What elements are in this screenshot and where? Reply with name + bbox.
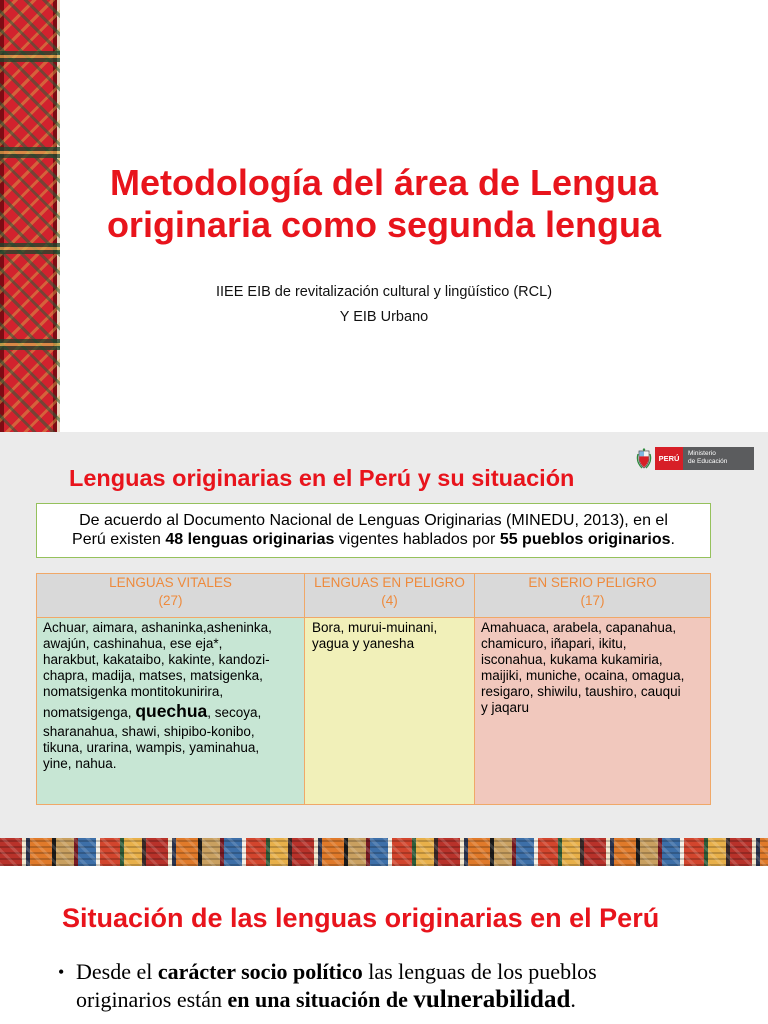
serio-peligro-line: isconahua, kukama kukamiria,: [481, 652, 663, 667]
header-label: LENGUAS EN PELIGRO: [314, 575, 465, 590]
vitales-line: harakbut, kakataibo, kakinte, kandozi-: [43, 652, 270, 667]
vulnerability-emphasis: vulnerabilidad: [413, 986, 571, 1013]
peru-coat-of-arms-icon: [636, 448, 652, 470]
intro-text: vigentes hablados por: [334, 531, 500, 548]
header-vitales: [37, 574, 305, 618]
serio-peligro-line: resigaro, shiwilu, taushiro, cauqui: [481, 684, 681, 699]
vitales-line: chapra, madija, matses, matsigenka,: [43, 668, 263, 683]
intro-line-2: [37, 530, 710, 549]
intro-text: Perú existen: [72, 531, 166, 548]
languages-table: [36, 573, 711, 805]
bullet-icon: •: [58, 962, 65, 982]
serio-peligro-line: chamicuro, iñapari, ikitu,: [481, 636, 627, 651]
serio-peligro-line: Amahuaca, arabela, capanahua,: [481, 620, 677, 635]
logo-ministry-line-2: de Educación: [688, 458, 728, 465]
bullet-text-segment: Desde el: [76, 959, 158, 984]
header-count: (17): [580, 593, 605, 608]
sociopolitical-situation-slide: [0, 866, 768, 1024]
serio-peligro-line: y jaqaru: [481, 700, 530, 715]
minedu-logo: [636, 447, 754, 470]
logo-country-label: PERÚ: [655, 447, 683, 470]
presentation-title: [0, 162, 768, 246]
vitales-line-highlight: [43, 700, 298, 724]
bullet-bold-segment: carácter socio político: [157, 959, 363, 984]
title-line-1: Metodología del área de Lengua: [109, 162, 659, 203]
cell-en-peligro: [305, 618, 475, 805]
bullet-text-segment: originarios están: [76, 987, 228, 1012]
vitales-line: yine, nahua.: [43, 756, 117, 771]
intro-line-1: De acuerdo al Documento Nacional de Lenguas Originarias (MINEDU, 2013), en el: [79, 512, 668, 529]
en-peligro-line: yagua y yanesha: [312, 636, 415, 651]
vitales-line: nomatsigenka montitokunirira,: [43, 684, 224, 699]
bullet-text-segment: .: [570, 987, 576, 1012]
header-label: LENGUAS VITALES: [109, 575, 232, 590]
vitales-text: nomatsigenga,: [43, 705, 136, 720]
logo-ministry-line-1: Ministerio: [688, 450, 716, 457]
intro-box: [36, 503, 711, 558]
serio-peligro-line: maijiki, muniche, ocaina, omagua,: [481, 668, 685, 683]
bullet-item: [58, 958, 698, 1014]
vitales-line: tikuna, urarina, wampis, yaminahua,: [43, 740, 260, 755]
presentation-subtitle: [0, 280, 768, 330]
intro-bold-peoples: 55 pueblos originarios: [499, 531, 671, 548]
title-line-2: originaria como segunda lengua: [106, 204, 662, 245]
vitales-line: sharanahua, shawi, shipibo-konibo,: [43, 724, 255, 739]
slide-title: Lenguas originarias en el Perú y su situación: [69, 465, 575, 491]
bottom-textile-decoration: [0, 838, 768, 866]
vitales-line: awajún, cashinahua, ese eja*,: [43, 636, 223, 651]
bullet-line-2: [76, 986, 597, 1014]
header-count: (4): [381, 593, 398, 608]
bullet-bold-segment: en una situación de: [227, 987, 414, 1012]
subtitle-line-2: Y EIB Urbano: [339, 309, 429, 325]
subtitle-line-1: IIEE EIB de revitalización cultural y lingüístico (RCL): [215, 284, 553, 300]
vitales-text: , secoya,: [207, 705, 262, 720]
cell-serio-peligro: [475, 618, 711, 805]
languages-situation-slide: [0, 432, 768, 866]
header-count: (27): [158, 593, 183, 608]
bullet-text: [76, 958, 597, 1014]
logo-ministry-label: [683, 447, 754, 470]
cell-vitales: [37, 618, 305, 805]
bullet-text-segment: las lenguas de los pueblos: [362, 959, 597, 984]
quechua-highlight: quechua: [135, 701, 208, 721]
en-peligro-line: Bora, murui-muinani,: [312, 620, 438, 635]
header-serio-peligro: [475, 574, 711, 618]
header-en-peligro: [305, 574, 475, 618]
slide-title: Situación de las lenguas originarias en el Perú: [62, 903, 660, 933]
header-label: EN SERIO PELIGRO: [528, 575, 657, 590]
title-slide: [0, 0, 768, 432]
intro-text: .: [670, 531, 675, 548]
bullet-line-1: [76, 958, 597, 986]
vitales-line: Achuar, aimara, ashaninka,asheninka,: [43, 620, 272, 635]
intro-bold-languages: 48 lenguas originarias: [165, 531, 335, 548]
